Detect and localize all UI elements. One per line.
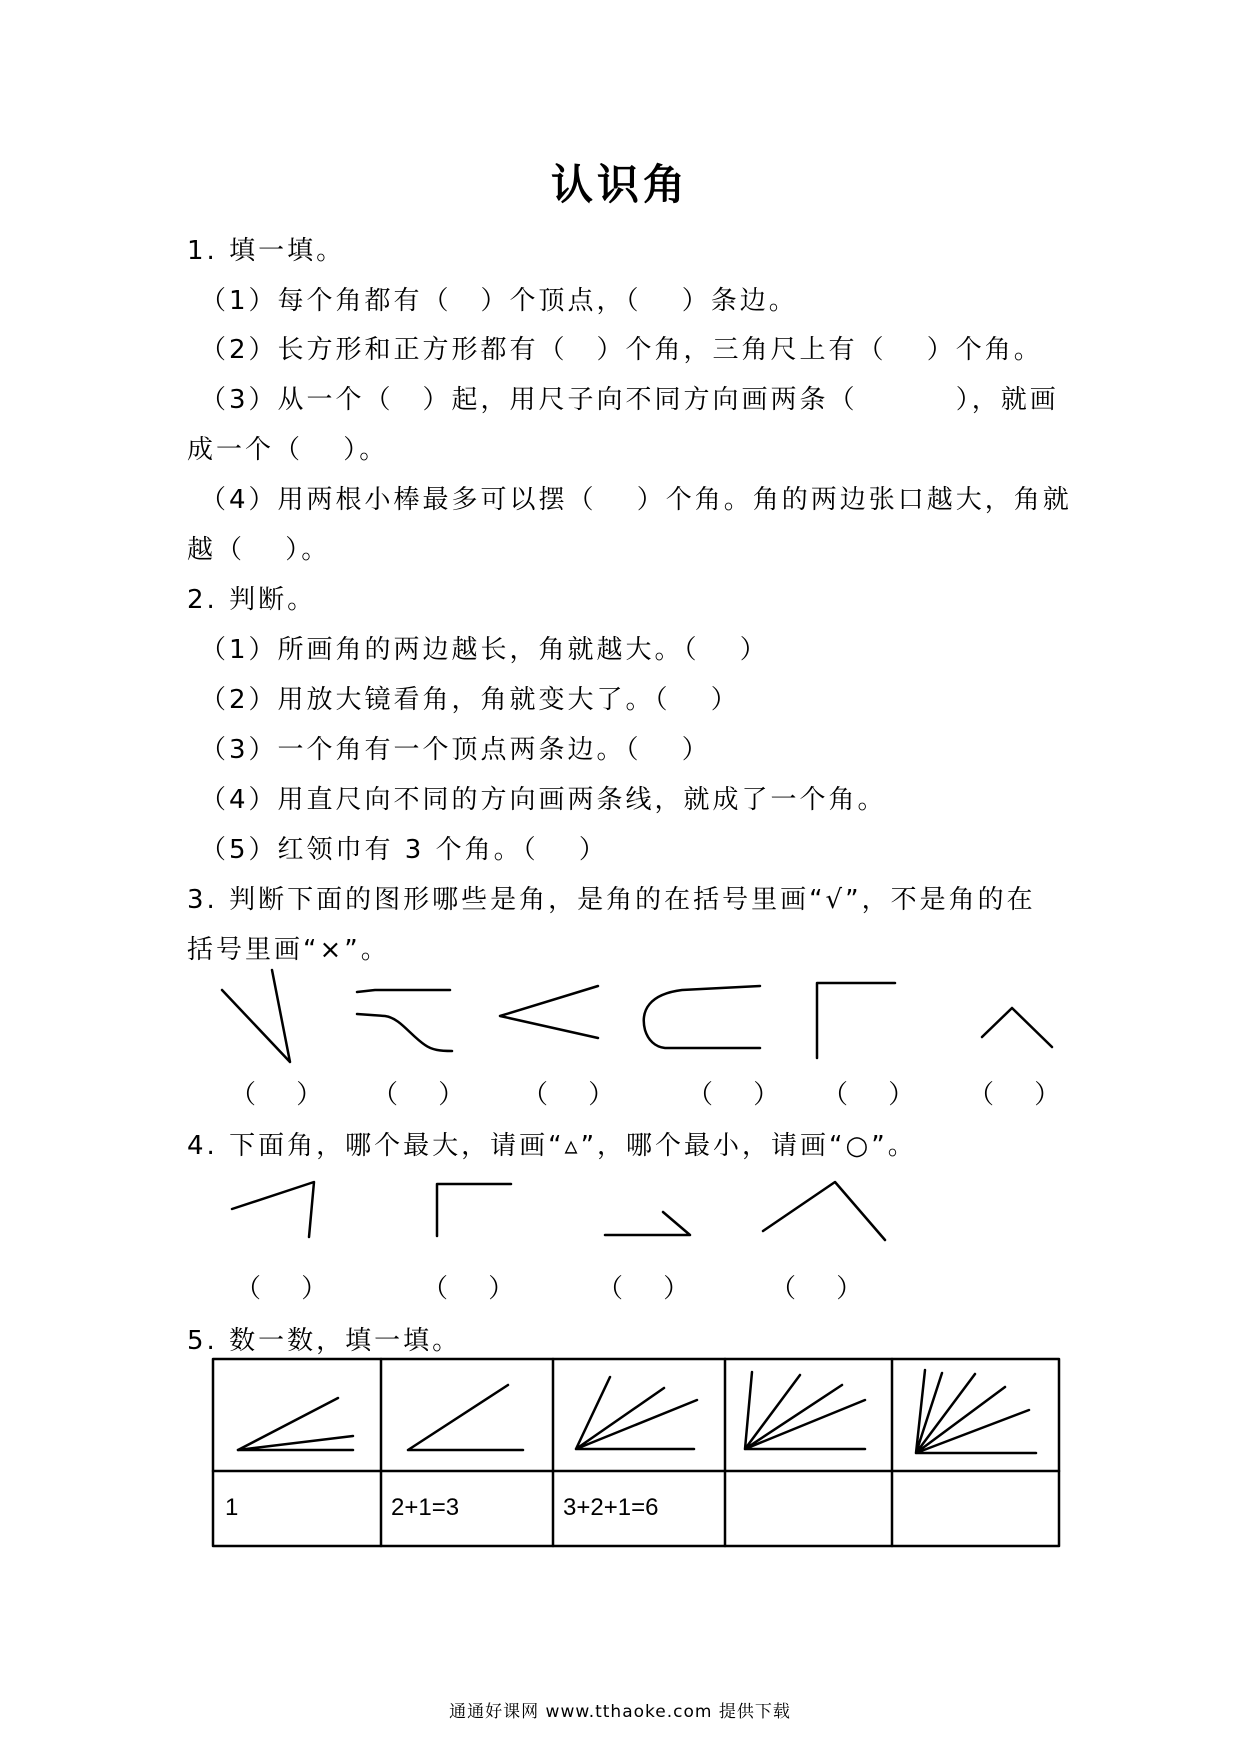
q3-heading-cont: 括号里画“×”。	[187, 935, 390, 965]
q1-item-1: （1）每个角都有（ ）个顶点，（ ）条边。	[200, 286, 798, 316]
q3-blank-1[interactable]: （ ）	[230, 1080, 325, 1110]
q1-item-3: （3）从一个（ ）起，用尺子向不同方向画两条（ ），就画	[200, 385, 1059, 415]
q3-figure-1	[222, 970, 290, 1062]
q2-item-1: （1）所画角的两边越长，角就越大。（ ）	[200, 635, 769, 665]
q1-item-3-cont: 成一个（ ）。	[187, 435, 389, 465]
q4-blank-2[interactable]: （ ）	[422, 1274, 517, 1304]
q3-figure-2	[357, 990, 452, 1051]
q4-blank-1[interactable]: （ ）	[235, 1274, 330, 1304]
q1-heading: 1. 填一填。	[187, 236, 346, 266]
q4-blank-4[interactable]: （ ）	[770, 1274, 865, 1304]
q3-heading: 3. 判断下面的图形哪些是角，是角的在括号里画“√”，不是角的在	[187, 885, 1036, 915]
q5-cell-1: 1	[225, 1494, 239, 1521]
q4-angle-3	[605, 1212, 690, 1235]
q5-cell-3[interactable]: 3+2+1=6	[563, 1494, 659, 1521]
q5-fig-1	[238, 1436, 353, 1450]
q4-angle-4	[763, 1182, 885, 1240]
q1-item-2: （2）长方形和正方形都有（ ）个角，三角尺上有（ ）个角。	[200, 335, 1043, 365]
q3-blank-6[interactable]: （ ）	[968, 1080, 1063, 1110]
q4-angle-1	[232, 1182, 314, 1237]
q4-heading: 4. 下面角，哪个最大，请画“▵”，哪个最小，请画“○”。	[187, 1131, 917, 1161]
q5-fig-4	[745, 1372, 865, 1449]
q5-fig-3	[576, 1377, 697, 1449]
q2-item-5: （5）红领巾有 3 个角。（ ）	[200, 835, 608, 865]
q1-item-4-cont: 越（ ）。	[187, 535, 331, 565]
q3-figure-3	[500, 986, 598, 1038]
q3-blank-4[interactable]: （ ）	[687, 1080, 782, 1110]
q5-fig-1-ray	[238, 1398, 338, 1450]
q5-cell-2: 2+1=3	[391, 1494, 460, 1521]
q2-item-4: （4）用直尺向不同的方向画两条线，就成了一个角。	[200, 785, 887, 815]
q5-fig-5	[916, 1370, 1036, 1453]
q4-blank-3[interactable]: （ ）	[597, 1274, 692, 1304]
q3-figure-5	[817, 983, 895, 1058]
footer: 通通好课网 www.tthaoke.com 提供下载	[449, 1702, 791, 1722]
q3-blank-3[interactable]: （ ）	[522, 1080, 617, 1110]
q4-angle-2	[437, 1184, 511, 1236]
q3-figure-6	[982, 1008, 1052, 1047]
q5-heading: 5. 数一数，填一填。	[187, 1326, 462, 1356]
q3-blank-2[interactable]: （ ）	[372, 1080, 467, 1110]
q2-item-2: （2）用放大镜看角，角就变大了。（ ）	[200, 685, 740, 715]
q2-heading: 2. 判断。	[187, 585, 317, 615]
q1-item-4: （4）用两根小棒最多可以摆（ ）个角。角的两边张口越大，角就	[200, 485, 1072, 515]
q2-item-3: （3）一个角有一个顶点两条边。（ ）	[200, 735, 711, 765]
q3-figure-4	[644, 986, 760, 1048]
page-title: 认识角	[550, 160, 689, 209]
q3-blank-5[interactable]: （ ）	[822, 1080, 917, 1110]
q5-fig-2	[408, 1385, 523, 1450]
